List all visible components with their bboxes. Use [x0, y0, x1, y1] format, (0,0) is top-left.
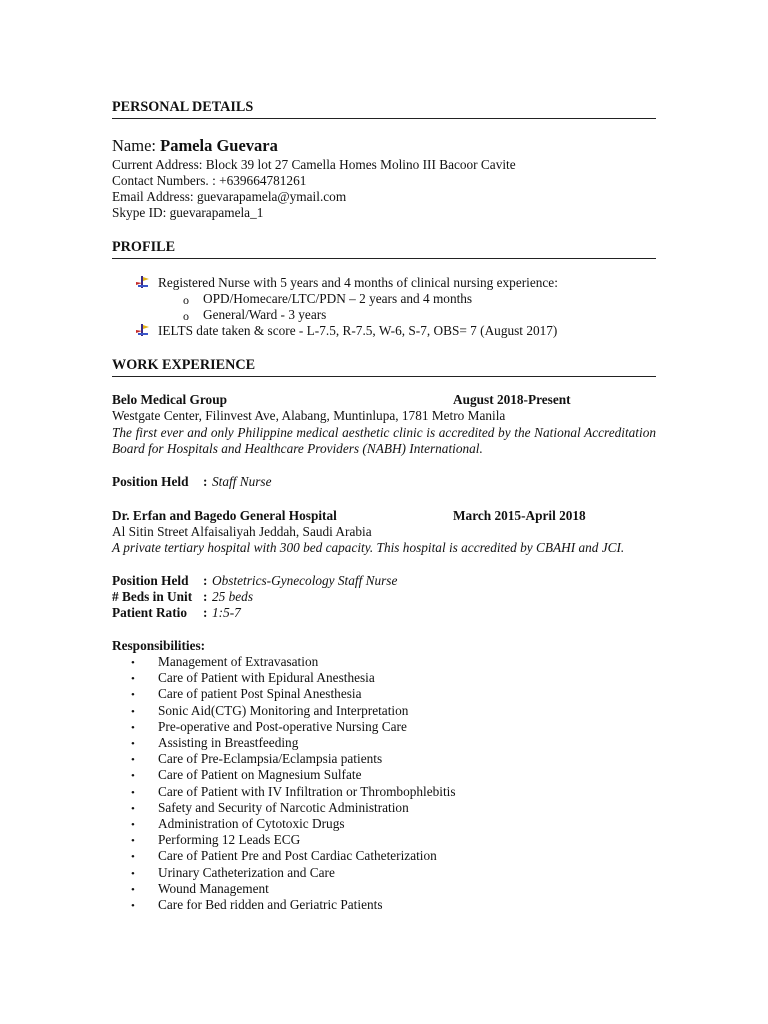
bullet-marker: •: [131, 883, 135, 896]
responsibility-item: Management of Extravasation: [158, 654, 319, 669]
contact-numbers: Contact Numbers. : +639664781261: [112, 173, 307, 188]
profile-sub-item: General/Ward - 3 years: [203, 307, 327, 322]
field-colon: :: [203, 605, 208, 620]
employer-name: Dr. Erfan and Bagedo General Hospital: [112, 508, 337, 523]
responsibility-item: Pre-operative and Post-operative Nursing Care: [158, 718, 407, 734]
name-label: Name:: [112, 136, 161, 155]
section-heading-personal: PERSONAL DETAILS: [112, 99, 254, 115]
section-heading-work: WORK EXPERIENCE: [112, 357, 256, 373]
field-colon: :: [203, 474, 208, 489]
responsibility-item: Care of Patient Pre and Post Cardiac Catheterization: [158, 848, 437, 864]
bullet-marker: •: [131, 851, 135, 864]
bullet-marker: •: [131, 657, 135, 669]
sub-bullet-marker: o: [183, 293, 189, 307]
responsibility-item: Care for Bed ridden and Geriatric Patients: [158, 897, 383, 912]
employer-description: The first ever and only Philippine medical aesthetic clinic is accredited by the National Accreditation Board for Hospitals and Healthcare Providers (NABH) International.: [112, 425, 656, 457]
bullet-marker: •: [131, 738, 135, 750]
bullet-marker: •: [131, 754, 135, 767]
bullet-marker: •: [131, 819, 135, 831]
section-rule: [112, 258, 656, 259]
section-rule: [112, 118, 656, 119]
section-heading-profile: PROFILE: [112, 239, 176, 255]
responsibility-item: Administration of Cytotoxic Drugs: [158, 816, 345, 831]
bullet-marker: •: [131, 689, 135, 702]
bullet-marker: •: [131, 835, 135, 848]
employer-location: Al Sitin Street Alfaisaliyah Jeddah, Saudi Arabia: [112, 524, 372, 539]
ratio-label: Patient Ratio: [112, 605, 187, 620]
beds-value: 25 beds: [212, 589, 253, 604]
bullet-marker: •: [131, 802, 135, 815]
employer-description: A private tertiary hospital with 300 bed capacity. This hospital is accredited by CBAHI and JCI.: [112, 540, 625, 555]
bullet-marker: •: [131, 770, 135, 783]
skype-id: Skype ID: guevarapamela_1: [112, 205, 264, 220]
responsibility-item: Care of patient Post Spinal Anesthesia: [158, 686, 362, 702]
responsibility-item: Wound Management: [158, 880, 269, 896]
position-label: Position Held: [112, 573, 189, 588]
bullet-marker: •: [131, 900, 135, 912]
responsibility-item: Sonic Aid(CTG) Monitoring and Interpretation: [158, 702, 409, 718]
flag-bullet-icon: [136, 276, 149, 288]
bullet-marker: •: [131, 786, 135, 799]
employment-dates: March 2015-April 2018: [453, 508, 586, 523]
field-colon: :: [203, 573, 208, 588]
profile-item: IELTS date taken & score - L-7.5, R-7.5, W-6, S-7, OBS= 7 (August 2017): [158, 323, 558, 338]
sub-bullet-marker: o: [183, 309, 189, 323]
bullet-marker: •: [131, 673, 135, 686]
flag-bullet-icon: [136, 324, 149, 336]
profile-sub-item: OPD/Homecare/LTC/PDN – 2 years and 4 months: [203, 291, 473, 306]
section-rule: [112, 376, 656, 377]
employer-name: Belo Medical Group: [112, 392, 227, 407]
bullet-marker: •: [131, 867, 135, 880]
responsibilities-title: Responsibilities:: [112, 638, 206, 653]
candidate-name: Pamela Guevara: [160, 136, 278, 155]
position-value: Staff Nurse: [212, 474, 272, 489]
responsibility-item: Care of Patient on Magnesium Sulfate: [158, 767, 362, 783]
beds-label: # Beds in Unit: [112, 589, 193, 604]
field-colon: :: [203, 589, 208, 604]
ratio-value: 1:5-7: [212, 605, 241, 620]
email-address: Email Address: guevarapamela@ymail.com: [112, 189, 347, 204]
responsibility-item: Care of Patient with IV Infiltration or Thrombophlebitis: [158, 783, 456, 799]
bullet-marker: •: [131, 705, 135, 718]
responsibility-item: Care of Pre-Eclampsia/Eclampsia patients: [158, 751, 383, 767]
position-label: Position Held: [112, 474, 189, 489]
employment-dates: August 2018-Present: [453, 392, 571, 407]
responsibility-item: Safety and Security of Narcotic Administration: [158, 799, 409, 815]
position-value: Obstetrics-Gynecology Staff Nurse: [212, 573, 398, 588]
current-address: Current Address: Block 39 lot 27 Camella Homes Molino III Bacoor Cavite: [112, 157, 516, 172]
profile-item: Registered Nurse with 5 years and 4 months of clinical nursing experience:: [158, 275, 558, 290]
responsibility-item: Urinary Catheterization and Care: [158, 864, 335, 880]
employer-location: Westgate Center, Filinvest Ave, Alabang, Muntinlupa, 1781 Metro Manila: [112, 408, 506, 423]
bullet-marker: •: [131, 721, 135, 734]
responsibility-item: Care of Patient with Epidural Anesthesia: [158, 670, 375, 686]
name-line: [112, 136, 278, 155]
responsibility-item: Assisting in Breastfeeding: [158, 735, 299, 750]
responsibility-item: Performing 12 Leads ECG: [158, 832, 301, 848]
